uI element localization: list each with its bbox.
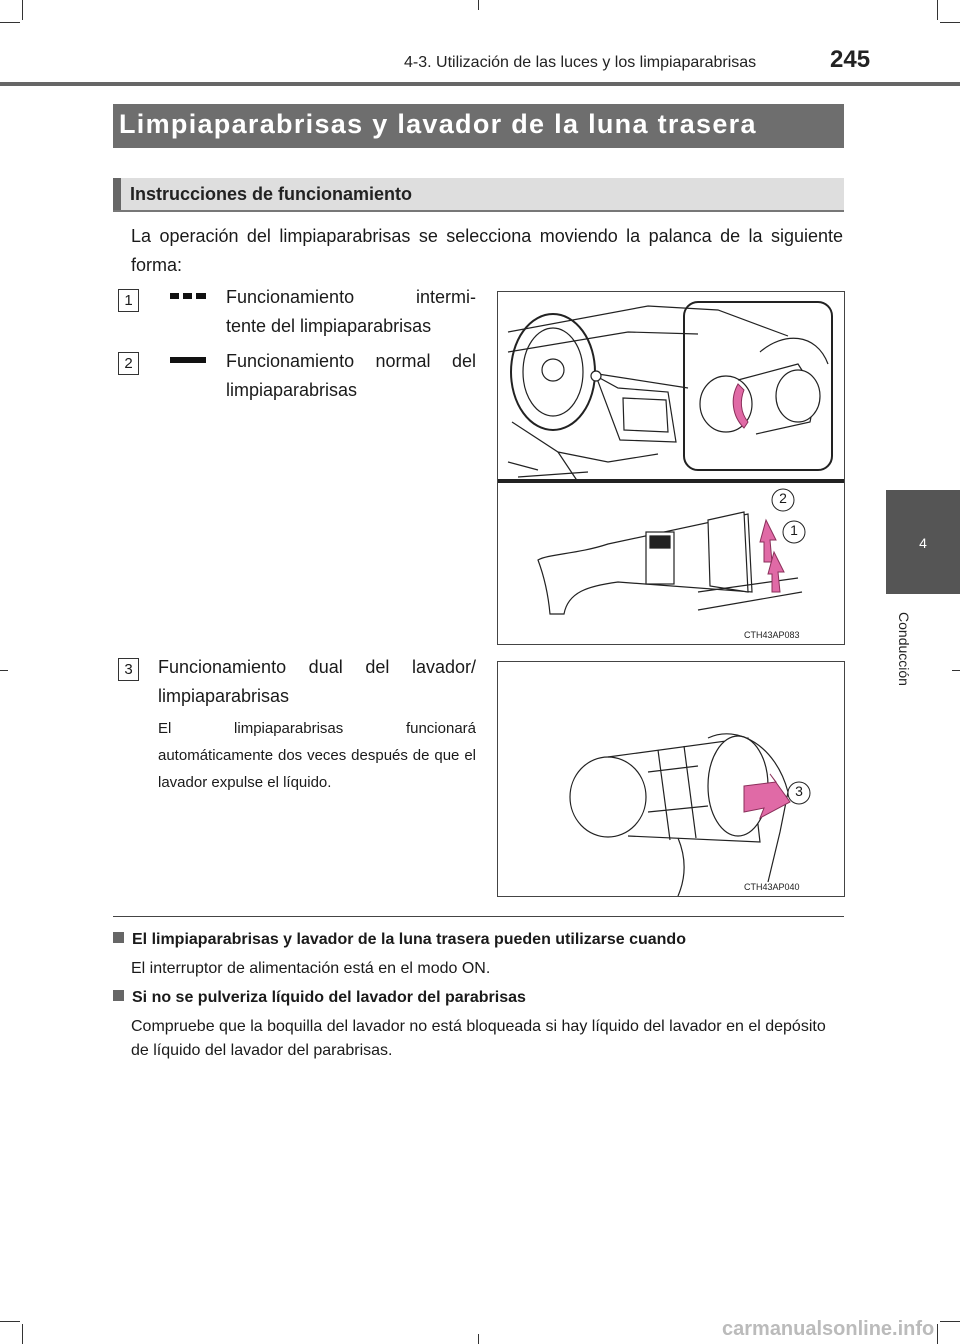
page-number: 245 <box>830 46 871 73</box>
crop-mark <box>937 0 938 20</box>
item-2-line-1: Funcionamiento normal del <box>226 351 476 371</box>
item-number-3: 3 <box>118 658 139 681</box>
dashboard-lever-illustration-icon <box>498 292 844 644</box>
note-heading-2-text: Si no se pulveriza líquido del lavador del parabrisas <box>132 989 526 1006</box>
section-title: Limpiaparabrisas y lavador de la luna trasera <box>119 109 757 139</box>
watermark: carmanualsonline.info <box>722 1318 935 1340</box>
chapter-label: Conducción <box>896 612 912 686</box>
intermittent-wiper-symbol-icon <box>170 293 206 299</box>
figure-callout-3: 3 <box>795 783 803 799</box>
item-number-1: 1 <box>118 289 139 312</box>
crop-mark <box>0 22 20 23</box>
item-3-line-2: limpiaparabrisas <box>158 686 290 706</box>
wiper-lever-figure <box>497 291 845 645</box>
item-number-2: 2 <box>118 352 139 375</box>
section-title-bar <box>113 104 844 148</box>
chapter-number: 4 <box>919 535 927 551</box>
crop-mark <box>478 1334 479 1344</box>
note-body-2: Compruebe que la boquilla del lavador no está bloqueada si hay líquido del lavador en el depósito de líquido del lavador del parabrisas. <box>131 1018 826 1059</box>
washer-lever-figure <box>497 661 845 897</box>
intro-paragraph: La operación del limpiaparabrisas se selecciona moviendo la palanca de la siguiente forma: <box>131 226 843 275</box>
item-text-3 <box>158 653 476 711</box>
crop-mark <box>478 0 479 10</box>
item-text-2 <box>226 347 476 405</box>
subsection-title: Instrucciones de funcionamiento <box>130 184 413 204</box>
item-1-line-2: tente del limpiaparabrisas <box>226 316 432 336</box>
note-heading-1-text: El limpiaparabrisas y lavador de la luna trasera pueden utilizarse cuando <box>132 931 686 948</box>
note-bullet-icon <box>113 932 124 943</box>
subsection-marker <box>113 178 121 210</box>
note-heading-1 <box>113 931 686 949</box>
notes-divider <box>113 916 844 917</box>
crop-mark <box>940 22 960 23</box>
crop-mark <box>0 1321 20 1322</box>
item-2-line-2: limpiaparabrisas <box>226 380 358 400</box>
crop-mark <box>937 1324 938 1344</box>
normal-wiper-symbol-icon <box>170 357 206 363</box>
figure-callout-2: 2 <box>779 490 787 506</box>
figure-callout-1: 1 <box>790 522 798 538</box>
note-heading-2 <box>113 989 526 1007</box>
crop-mark <box>22 1324 23 1344</box>
running-header-section: 4-3. Utilización de las luces y los limpiaparabrisas <box>404 54 757 71</box>
crop-mark <box>952 670 960 671</box>
figure-code: CTH43AP040 <box>744 882 800 892</box>
washer-lever-illustration-icon <box>498 662 844 896</box>
crop-mark <box>0 670 8 671</box>
crop-mark <box>22 0 23 20</box>
subsection-bar <box>113 178 844 212</box>
figure-code: CTH43AP083 <box>744 630 800 640</box>
chapter-label-box <box>886 594 922 704</box>
item-text-1 <box>226 283 476 341</box>
item-1-line-1: Funcionamiento intermi- <box>226 287 476 307</box>
header-rule <box>0 82 960 86</box>
crop-mark <box>940 1321 960 1322</box>
item-3-line-1: Funcionamiento dual del lavador/ <box>158 657 476 677</box>
item-3-note: El limpiaparabrisas funcionará automáticamente dos veces después de que el lavador expulse el líquido. <box>158 720 476 791</box>
chapter-tab <box>886 490 960 594</box>
note-bullet-icon <box>113 990 124 1001</box>
note-body-1: El interruptor de alimentación está en el modo ON. <box>131 960 491 977</box>
